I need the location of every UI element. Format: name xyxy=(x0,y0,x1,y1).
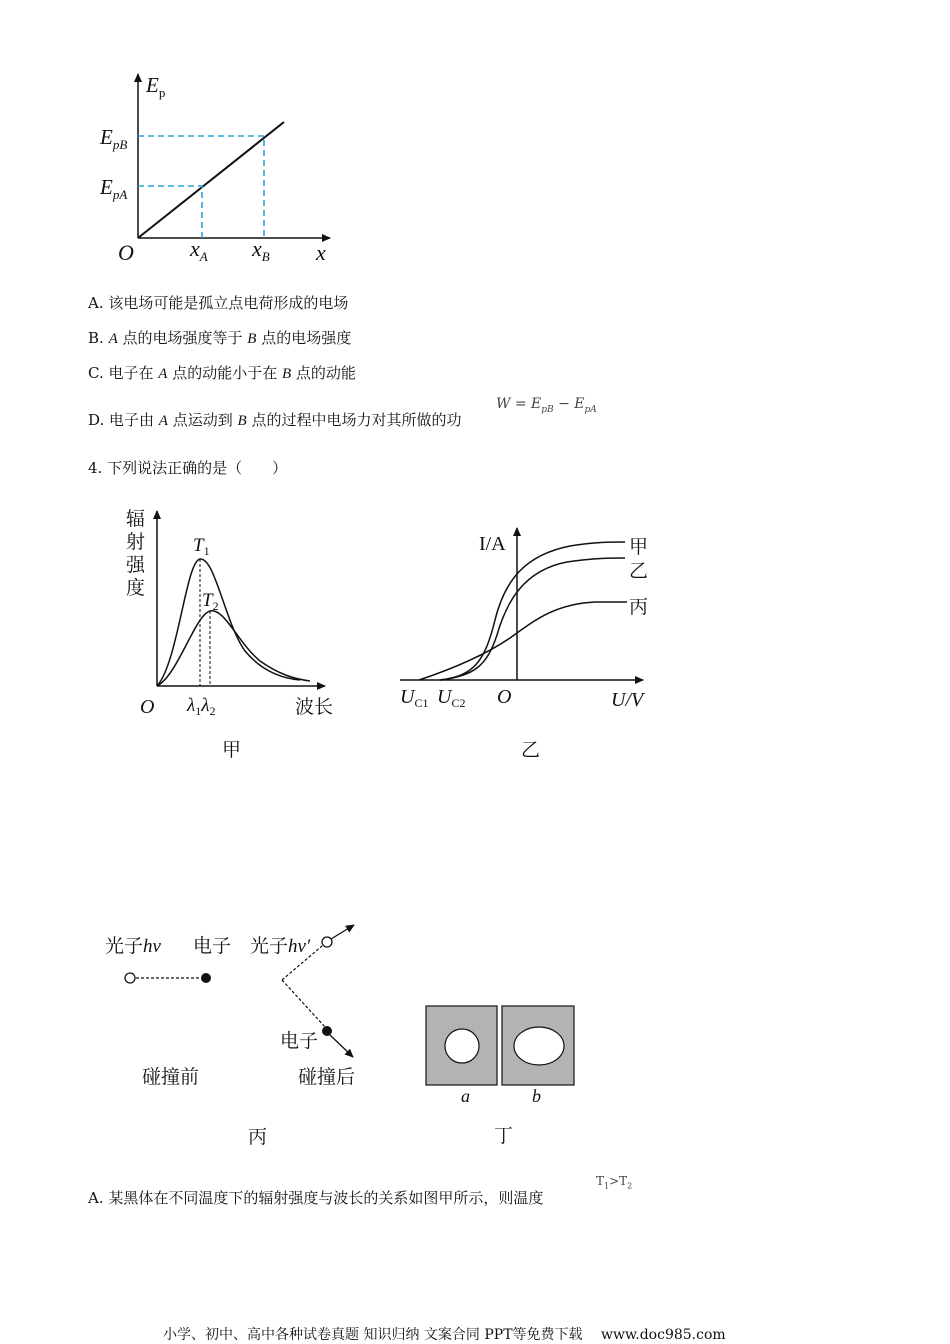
photon-after xyxy=(322,937,332,947)
yi-origin: O xyxy=(497,686,512,708)
t1-label: $T_1$ xyxy=(193,535,210,558)
yi-caption: 乙 xyxy=(521,739,541,761)
bing-caption: 丙 xyxy=(248,1126,268,1148)
temperature-formula: $T_1>T_2$ xyxy=(596,1174,633,1191)
ding-caption: 丁 xyxy=(494,1125,514,1147)
blackbody-graph xyxy=(120,503,355,773)
jia-y-label-3: 强 xyxy=(126,554,146,576)
photoelectric-graph xyxy=(395,520,660,770)
xa-label: $x_A$ xyxy=(190,236,208,264)
page-footer xyxy=(163,1324,726,1344)
jia-y-label-1: 辐 xyxy=(126,508,146,530)
curve-jia xyxy=(440,542,625,680)
x-axis-label: x xyxy=(316,240,326,265)
photon-before xyxy=(125,973,135,983)
t2-label: $T_2$ xyxy=(202,590,219,613)
epb-label: $E_{pB}$ xyxy=(100,125,128,152)
label-yi: 乙 xyxy=(629,560,649,582)
q3-option-b: B. A 点的电场强度等于 B 点的电场强度 xyxy=(88,329,352,347)
jia-y-label-4: 度 xyxy=(126,577,146,599)
electron-after xyxy=(322,1026,332,1036)
ep-x-graph xyxy=(90,68,350,268)
electron-after-label: 电子 xyxy=(280,1030,319,1052)
photon-before-label: 光子hν xyxy=(105,935,161,957)
electron-after-arrow xyxy=(330,1035,353,1057)
electron-before-label: 电子 xyxy=(193,935,232,957)
q4-option-a: A. 某黑体在不同温度下的辐射强度与波长的关系如图甲所示，则温度 xyxy=(88,1189,544,1207)
incoming-path xyxy=(282,980,325,1027)
footer-text: 小学、初中、高中各种试卷真题 知识归纳 文案合同 PPT等免费下载 xyxy=(163,1327,583,1343)
q3-option-a: A. 该电场可能是孤立点电荷形成的电场 xyxy=(88,294,349,312)
label-b: b xyxy=(532,1086,541,1106)
photon-after-arrow xyxy=(331,925,354,939)
label-jia: 甲 xyxy=(629,536,649,558)
after-caption: 碰撞后 xyxy=(298,1066,356,1088)
yi-x-label: U/V xyxy=(611,689,644,711)
origin-label: O xyxy=(118,240,134,265)
label-a: a xyxy=(461,1086,470,1106)
jia-x-label: 波长 xyxy=(295,696,334,718)
footer-url[interactable]: www.doc985.com xyxy=(600,1327,726,1343)
jia-y-label-2: 射 xyxy=(126,531,146,553)
spot-b xyxy=(514,1027,564,1065)
photon-after-label: 光子hν′ xyxy=(250,935,311,957)
question-4-stem: 4. 下列说法正确的是（ ） xyxy=(88,459,288,477)
electron-before xyxy=(201,973,211,983)
before-caption: 碰撞前 xyxy=(142,1066,200,1088)
jia-caption: 甲 xyxy=(222,739,242,761)
yi-y-label: I/A xyxy=(479,533,506,555)
ep-line xyxy=(138,122,284,238)
q3-option-d: D. 电子由 A 点运动到 B 点的过程中电场力对其所做的功 xyxy=(88,411,462,429)
y-axis-label: $E_p$ xyxy=(146,73,166,100)
uc1-label: $U_{C1}$ xyxy=(400,686,429,710)
compton-diagram xyxy=(100,915,390,1155)
curve-bing xyxy=(419,602,627,680)
uc2-label: $U_{C2}$ xyxy=(437,686,466,710)
q3-option-c: C. 电子在 A 点的动能小于在 B 点的动能 xyxy=(88,364,356,382)
jia-origin: O xyxy=(140,696,155,718)
spot-a xyxy=(445,1029,479,1063)
diffraction-figure xyxy=(420,1000,585,1150)
label-bing: 丙 xyxy=(629,596,649,618)
work-formula: $W = E_{pB} - E_{pA}$ xyxy=(496,396,597,415)
xb-label: $x_B$ xyxy=(252,236,270,264)
lambda-labels: $\lambda_1\lambda_2$ xyxy=(187,695,216,718)
epa-label: $E_{pA}$ xyxy=(100,175,128,202)
